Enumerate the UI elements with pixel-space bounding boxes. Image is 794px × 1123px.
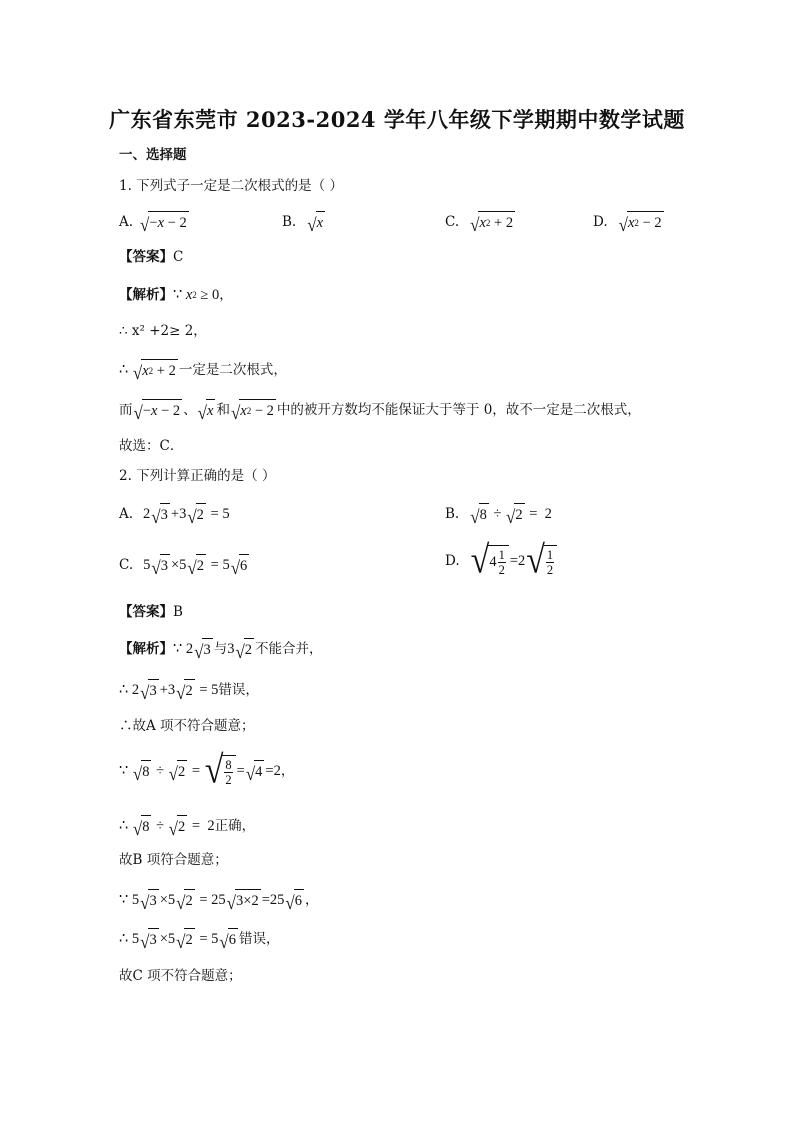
section-heading: 一、选择题 [119, 147, 187, 163]
q1-option-c: C. √ x 2 + 2 [445, 211, 516, 233]
q1-analysis-line-2: ∴ x² +2≥ 2， [119, 323, 207, 339]
q2-option-c-formula: 5 √ 3 ×5 √ 2 = 5 √ 6 [143, 554, 250, 576]
q1-option-b: B. √ x [282, 211, 326, 233]
q2-analysis-line-9: 故C 项不符合题意； [119, 968, 242, 984]
q1-option-c-formula: √ x 2 + 2 [469, 211, 516, 233]
q2-option-a: A. 2 √ 3 +3 √ 2 = 5 [119, 503, 230, 525]
q2-analysis-line-1: 【解析】 ∵ 2 √ 3 与 3 √ 2 不能合并， [119, 638, 323, 660]
q2-analysis-line-6: 故B 项符合题意； [119, 852, 228, 868]
q1-option-d: D. √ x 2 − 2 [593, 211, 665, 233]
question-2-stem: 2. 下列计算正确的是（ ） [119, 468, 276, 484]
page-title: 广东省东莞市 2023-2024 学年八年级下学期期中数学试题 [109, 107, 685, 132]
q1-option-b-formula: √ x [306, 211, 326, 233]
q2-answer: 【答案】 B [119, 604, 183, 620]
q2-analysis-line-8: ∴ 5 √ 3 ×5 √ 2 = 5 √ 6 错误， [119, 928, 280, 950]
q2-option-a-formula: 2 √ 3 +3 √ 2 = 5 [143, 503, 230, 525]
q1-option-a-formula: √ − x − 2 [139, 211, 190, 233]
q2-option-d-formula: √ 4 $\frac{1}{2}$ =2 √ $\frac{1}{2}$ [470, 545, 559, 577]
q1-analysis-line-4: 而 √ − x − 2 、 √ x 和 √ x 2 − 2 中的被开方数均不能保证大于等于 0，故不一定是二次根式， [119, 399, 641, 421]
q1-answer: 【答案】 C [119, 249, 184, 265]
q2-analysis-line-5: ∴ √ 8 ÷ √ 2 = 2 正确， [119, 815, 255, 837]
question-1-stem: 1. 下列式子一定是二次根式的是（ ） [119, 178, 343, 194]
q1-option-d-formula: √ x 2 − 2 [618, 211, 665, 233]
q2-analysis-line-2: ∴ 2 √ 3 +3 √ 2 = 5 错误， [119, 679, 259, 701]
q2-option-d: D. √ 4 $\frac{1}{2}$ =2 √ $\frac{1}{2}$ [445, 545, 558, 577]
q2-analysis-line-7: ∵ 5 √ 3 ×5 √ 2 = 25 √ 3×2 =25 √ 6 ， [119, 889, 318, 911]
q1-analysis-line-1: 【解析】 ∵ x 2 ≥ 0 ， [119, 287, 233, 303]
q2-analysis-line-3: ∴故A 项不符合题意； [119, 718, 255, 734]
q2-option-b: B. √ 8 ÷ √ 2 = 2 [445, 503, 552, 525]
q2-option-c: C. 5 √ 3 ×5 √ 2 = 5 √ 6 [119, 554, 250, 576]
q2-analysis-line-4: ∵ √ 8 ÷ √ 2 = √ $\frac{8}{2}$ = √ 4 =2 ， [119, 749, 295, 792]
q1-analysis-line-3: ∴ √ x 2 + 2 一定是二次根式， [119, 359, 287, 381]
q2-option-b-formula: √ 8 ÷ √ 2 = 2 [469, 503, 552, 525]
q1-option-a: A. √ − x − 2 [119, 211, 190, 233]
q1-conclusion: 故选：C． [119, 438, 184, 454]
